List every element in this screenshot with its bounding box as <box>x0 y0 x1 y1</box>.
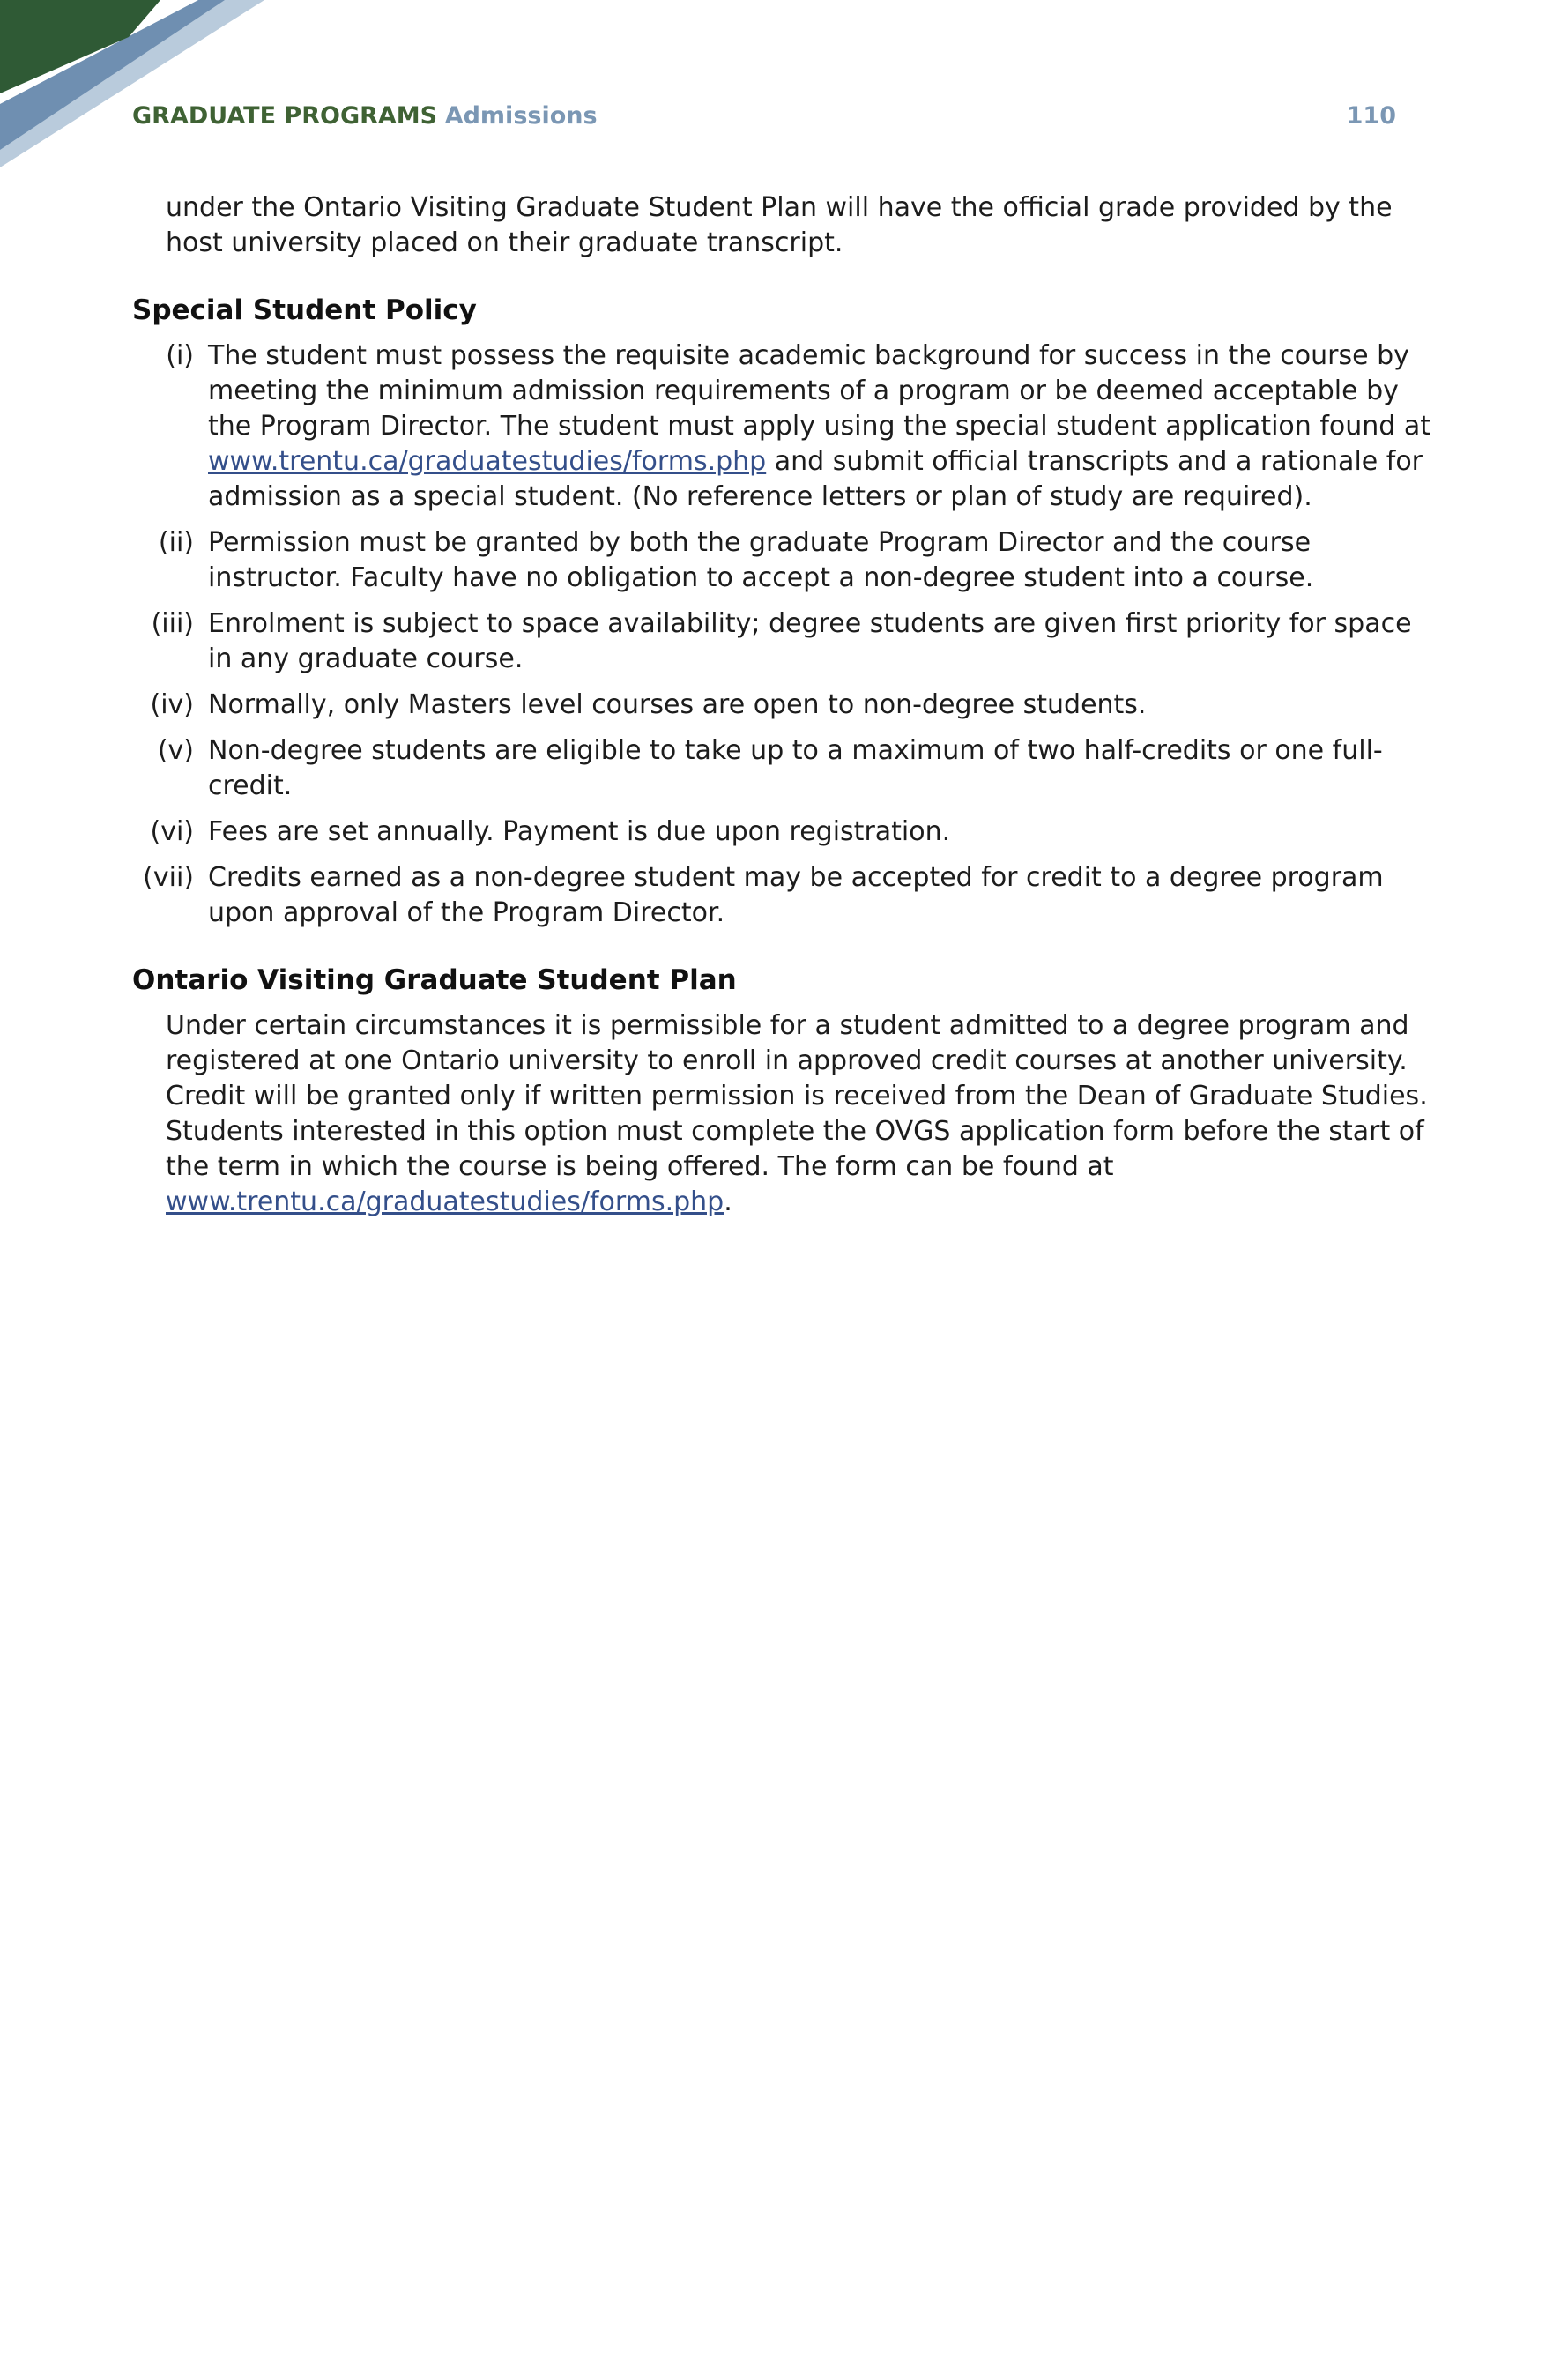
policy-item-v <box>132 733 1437 804</box>
policy-item-iii <box>132 606 1437 677</box>
page-number: 110 <box>1346 102 1396 130</box>
header-subsection-title: Admissions <box>444 102 598 130</box>
running-header <box>132 99 1396 134</box>
policy-item-text: Normally, only Masters level courses are open to non-degree students. <box>208 689 1147 720</box>
policy-item-i <box>132 338 1437 515</box>
corner-decoration <box>0 0 264 167</box>
policy-item-vii <box>132 860 1437 931</box>
policy-item-number: (iii) <box>151 608 194 639</box>
policy-item-vi <box>132 814 1437 850</box>
special-student-policy-section <box>132 293 1437 931</box>
policy-item-number: (iv) <box>150 689 194 720</box>
policy-item-number: (ii) <box>158 527 194 558</box>
policy-list <box>132 338 1437 931</box>
ovgs-text-before-link: Under certain circumstances it is permissible for a student admitted to a degree program and registered at one Ontario university to enroll in approved credit courses at another university. Credit will be granted only if written permission is received from the Dean of Graduate Studies. Students interested in this option must complete the OVGS application form before the start of the term in which the course is being offered. The form can be found at <box>166 1010 1428 1182</box>
ovgs-plan-heading: Ontario Visiting Graduate Student Plan <box>132 964 737 996</box>
policy-item-iv <box>132 688 1437 723</box>
forms-link[interactable]: www.trentu.ca/graduatestudies/forms.php <box>208 446 767 477</box>
policy-item-text-after-link: and submit official transcripts and a rationale for admission as a special student. (No reference letters or plan of study are required). <box>208 446 1423 512</box>
ovgs-plan-paragraph <box>166 1008 1437 1220</box>
policy-item-number: (vii) <box>143 862 194 893</box>
ovgs-plan-section <box>132 963 1437 1220</box>
policy-item-number: (v) <box>157 735 194 766</box>
policy-item-text <box>208 338 1437 515</box>
policy-item-number: (vi) <box>150 816 194 847</box>
policy-item-text: Permission must be granted by both the graduate Program Director and the course instructor. Faculty have no obligation to accept a non-degree student into a course. <box>208 527 1314 593</box>
continuation-paragraph: under the Ontario Visiting Graduate Student Plan will have the official grade provided by the host university placed on their graduate transcript. <box>166 192 1393 258</box>
policy-item-text: Enrolment is subject to space availability; degree students are given first priority for space in any graduate course. <box>208 608 1412 674</box>
special-student-policy-heading: Special Student Policy <box>132 294 477 326</box>
policy-item-number: (i) <box>166 340 194 371</box>
policy-item-ii <box>132 525 1437 596</box>
policy-item-text: Credits earned as a non-degree student may be accepted for credit to a degree program upon approval of the Program Director. <box>208 862 1384 928</box>
policy-item-text: Fees are set annually. Payment is due upon registration. <box>208 816 951 847</box>
header-section-title: GRADUATE PROGRAMS <box>132 102 438 130</box>
policy-item-text: Non-degree students are eligible to take up to a maximum of two half-credits or one full-credit. <box>208 735 1383 801</box>
ovgs-forms-link[interactable]: www.trentu.ca/graduatestudies/forms.php <box>166 1186 724 1217</box>
ovgs-text-after-link: . <box>724 1186 732 1217</box>
page-content <box>132 190 1437 1220</box>
policy-item-text-before-link: The student must possess the requisite academic background for success in the course by meeting the minimum admission requirements of a program or be deemed acceptable by the Program Director. The student must apply using the special student application found at <box>208 340 1430 442</box>
